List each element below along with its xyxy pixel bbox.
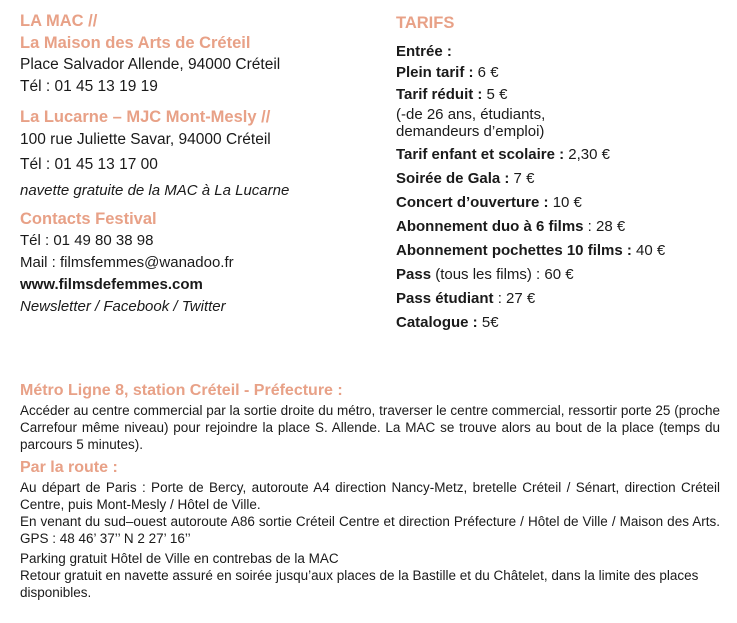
tarif-label: Soirée de Gala : bbox=[396, 170, 510, 187]
mac-heading-1: LA MAC // bbox=[20, 12, 98, 30]
route-paragraph-1: Au départ de Paris : Porte de Bercy, autoroute A4 direction Nancy-Metz, bretelle Créteil / Sénart, direction Créteil Centre, puis Mont-Mesly / Hôtel de Ville. bbox=[20, 480, 720, 512]
tarif-label: Tarif réduit : bbox=[396, 86, 483, 103]
metro-text: Accéder au centre commercial par la sortie droite du métro, traverser le centre commercial, ressortir porte 25 (proche Carrefour même niveau) pour rejoindre la place S. Allende. La MAC se trouve alors au bout de la place (temps du parcours 5 minutes). bbox=[20, 403, 720, 452]
tarif-label: Pass étudiant bbox=[396, 290, 494, 307]
tarif-value: 2,30 € bbox=[564, 146, 610, 163]
venues-column bbox=[20, 10, 365, 318]
tarif-row bbox=[396, 84, 731, 106]
contacts-social: Newsletter / Facebook / Twitter bbox=[20, 298, 226, 315]
tarif-value: (tous les films) : 60 € bbox=[431, 266, 574, 283]
tarif-reduit-note-2: demandeurs d’emploi) bbox=[396, 123, 545, 140]
lucarne-heading: La Lucarne – MJC Mont-Mesly // bbox=[20, 108, 271, 126]
tarifs-column bbox=[396, 12, 731, 335]
tarif-value: 6 € bbox=[473, 64, 499, 81]
tarif-value: : 27 € bbox=[493, 290, 536, 307]
tarif-label: Tarif enfant et scolaire : bbox=[396, 146, 565, 163]
tarif-row bbox=[396, 62, 731, 84]
tarif-row bbox=[396, 143, 731, 167]
tarif-row bbox=[396, 287, 731, 311]
tarif-value: 10 € bbox=[548, 194, 582, 211]
tarif-value: 5 € bbox=[482, 86, 508, 103]
contacts-heading: Contacts Festival bbox=[20, 210, 157, 228]
tarif-row bbox=[396, 239, 731, 263]
mac-address: Place Salvador Allende, 94000 Créteil bbox=[20, 56, 281, 73]
tarif-label: Catalogue : bbox=[396, 314, 478, 331]
mac-heading-2: La Maison des Arts de Créteil bbox=[20, 34, 251, 52]
tarifs-entree: Entrée : bbox=[396, 43, 452, 60]
tarif-row bbox=[396, 167, 731, 191]
lucarne-tel: Tél : 01 45 13 17 00 bbox=[20, 156, 158, 173]
metro-heading: Métro Ligne 8, station Créteil - Préfecture : bbox=[20, 382, 343, 399]
tarif-row bbox=[396, 311, 731, 335]
tarif-label: Plein tarif : bbox=[396, 64, 474, 81]
mac-tel: Tél : 01 45 13 19 19 bbox=[20, 78, 158, 95]
tarif-value: : 28 € bbox=[583, 218, 626, 235]
route-paragraph-3: Parking gratuit Hôtel de Ville en contrebas de la MAC bbox=[20, 551, 339, 566]
contacts-mail[interactable]: Mail : filmsfemmes@wanadoo.fr bbox=[20, 254, 234, 271]
route-heading: Par la route : bbox=[20, 459, 118, 476]
directions-section bbox=[20, 378, 720, 601]
tarif-row bbox=[396, 215, 731, 239]
tarifs-heading: TARIFS bbox=[396, 14, 455, 32]
route-paragraph-2: En venant du sud–ouest autoroute A86 sortie Créteil Centre et direction Préfecture / Hôtel de Ville / Maison des Arts. GPS : 48 46’ 37’’ N 2 27’ 16’’ bbox=[20, 514, 720, 546]
tarif-label: Abonnement pochettes 10 films : bbox=[396, 242, 632, 259]
tarif-label: Concert d’ouverture : bbox=[396, 194, 549, 211]
route-paragraph-4: Retour gratuit en navette assuré en soirée jusqu’aux places de la Bastille et du Châtelet, dans la limite des places disponibles. bbox=[20, 568, 699, 600]
tarif-label: Abonnement duo à 6 films bbox=[396, 218, 584, 235]
contacts-website[interactable]: www.filmsdefemmes.com bbox=[20, 276, 203, 293]
tarif-row bbox=[396, 263, 731, 287]
lucarne-address: 100 rue Juliette Savar, 94000 Créteil bbox=[20, 131, 271, 148]
tarif-value: 7 € bbox=[509, 170, 535, 187]
tarif-reduit-note-1: (-de 26 ans, étudiants, bbox=[396, 106, 546, 123]
tarif-label: Pass bbox=[396, 266, 432, 283]
contacts-tel: Tél : 01 49 80 38 98 bbox=[20, 232, 154, 249]
tarif-value: 40 € bbox=[631, 242, 666, 259]
tarif-value: 5€ bbox=[477, 314, 499, 331]
lucarne-note: navette gratuite de la MAC à La Lucarne bbox=[20, 182, 290, 199]
tarif-row bbox=[396, 191, 731, 215]
